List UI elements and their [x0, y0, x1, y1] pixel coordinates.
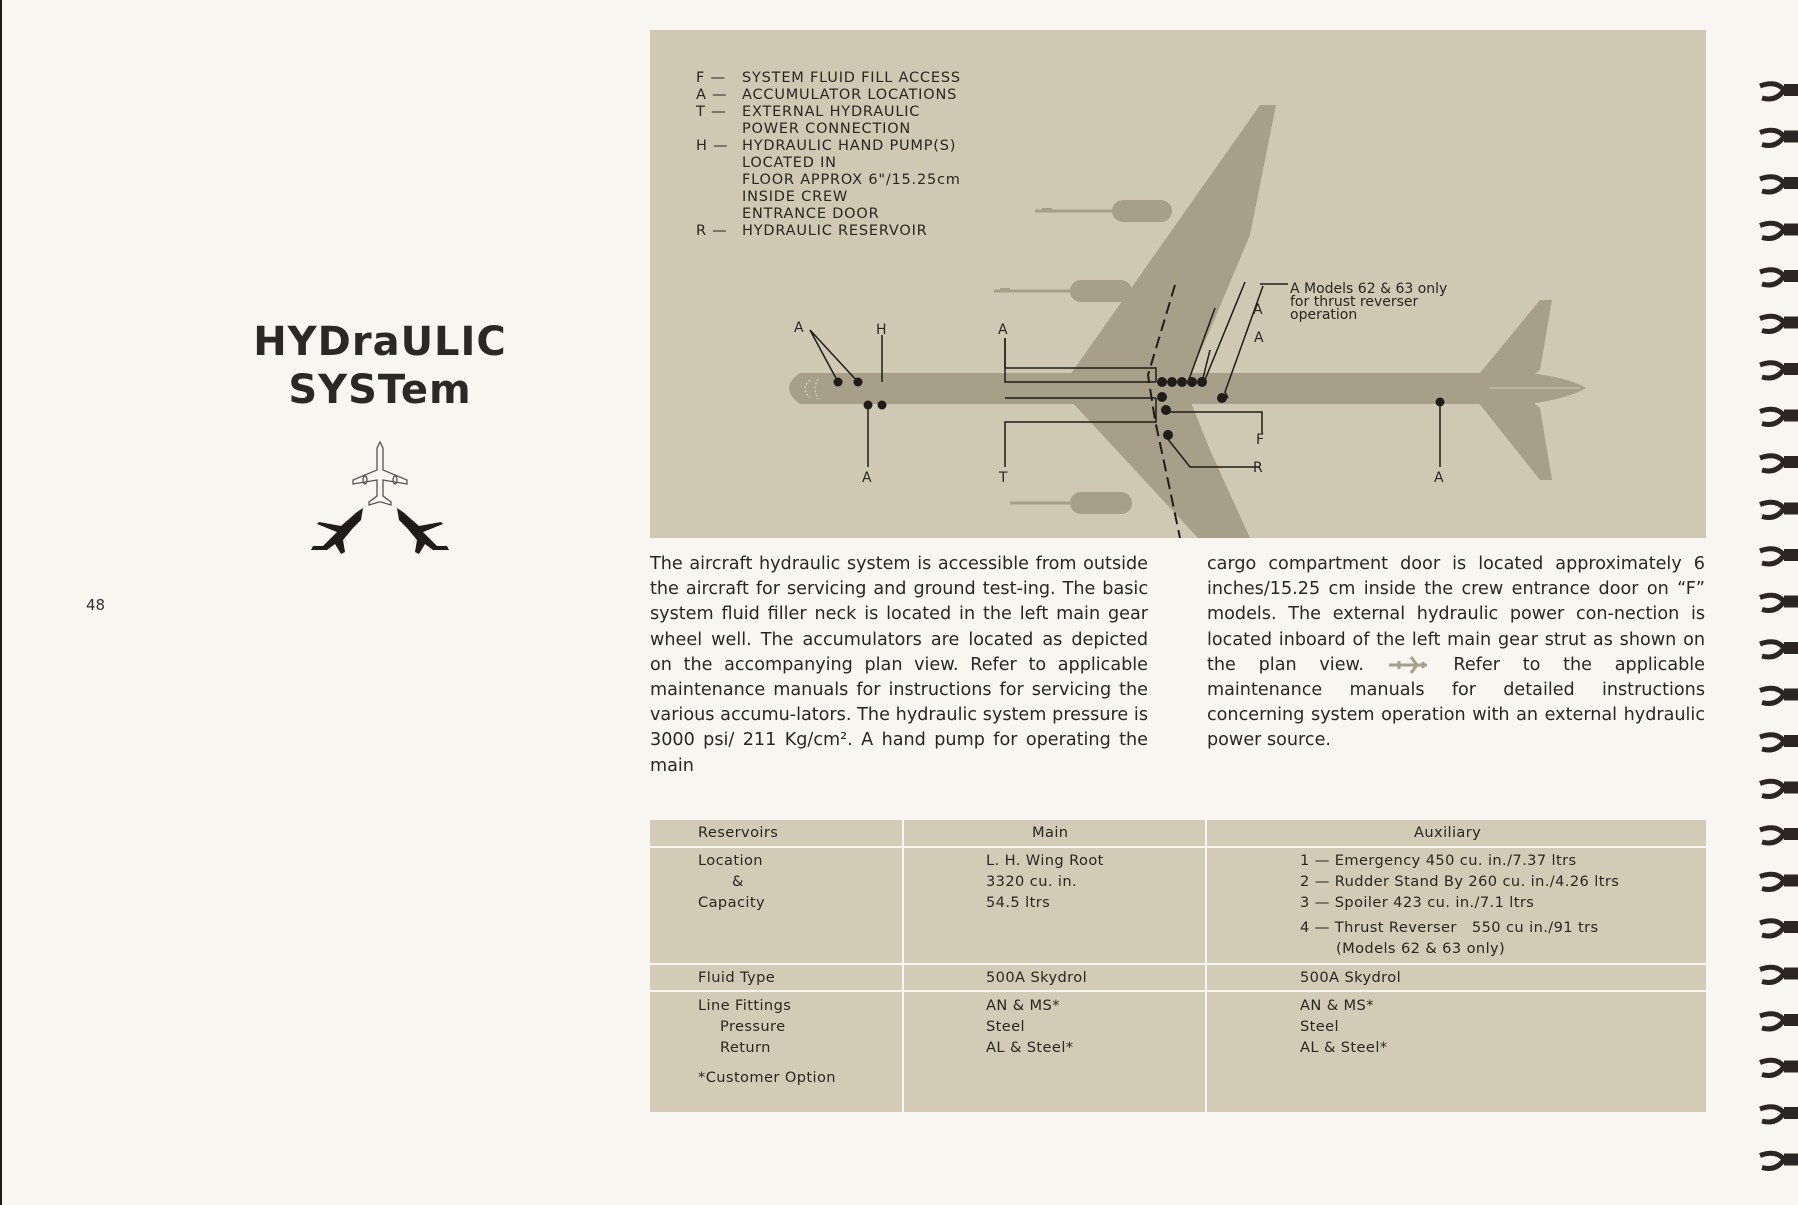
binding-loop [1760, 84, 1798, 99]
location-auxiliary [1300, 850, 1619, 959]
body-text-column-2 [1207, 552, 1705, 754]
location-label-line: & [732, 873, 744, 890]
aux-reservoir-line: 4 — Thrust Reverser 550 cu in./91 trs [1300, 919, 1599, 936]
legend-key: A — [696, 87, 728, 103]
binding-loop [1760, 921, 1798, 936]
body-text-column-1: The aircraft hydraulic system is accessible from outside the aircraft for servicing and ground test-ing. The basic system fluid filler neck is located in the left main gear wheel well. The accumulators are located as depicted on the accompanying plan view. Refer to applicable maintenance manuals for instructions for servicing the various accumu-lators. The hydraulic system pressure is 3000 psi/ 211 Kg/cm². A hand pump for operating the main [650, 554, 1148, 776]
section-title-line-2: SYSTem [288, 367, 472, 413]
body-text-col2-part1: cargo compartment door is located approximately 6 inches/15.25 cm inside the crew entrance door on “F” models. The external hydraulic power con-nection is located inboard of the left main gear strut as shown on the plan view. [1207, 554, 1705, 675]
binding-loop [1760, 735, 1798, 750]
label-r: R [1253, 460, 1264, 476]
hand-pump-dot [854, 378, 863, 387]
accumulator-dot [1217, 393, 1227, 403]
line-fittings-auxiliary [1300, 995, 1387, 1058]
table-divider [650, 990, 1706, 992]
aircraft-formation-icon [305, 440, 455, 555]
page-number: 48 [86, 596, 106, 614]
table-divider [1205, 820, 1207, 1112]
binding-loop [1760, 1060, 1798, 1075]
reservoir-dot [1157, 392, 1167, 402]
location-main-line: L. H. Wing Root [986, 852, 1104, 869]
fluid-type-label: Fluid Type [698, 969, 776, 986]
legend-text: INSIDE CREW [742, 189, 849, 205]
legend-item [696, 104, 961, 138]
reservoir-dot [1163, 430, 1173, 440]
fittings-aux-line: AL & Steel* [1300, 1039, 1388, 1056]
accumulator-dot [1197, 377, 1207, 387]
binding-loop [1760, 270, 1798, 285]
binding-loop [1760, 688, 1798, 703]
fittings-main-line: Steel [986, 1018, 1025, 1035]
binding-loop [1760, 502, 1798, 517]
table-header-auxiliary: Auxiliary [1414, 824, 1482, 841]
hydraulic-plan-diagram [650, 30, 1706, 538]
label-a-right-2: A [1254, 330, 1265, 346]
legend-item [696, 70, 961, 87]
accumulator-dot [1187, 377, 1197, 387]
binding-loop [1760, 1014, 1798, 1029]
location-main-line: 54.5 ltrs [986, 894, 1051, 911]
table-divider [650, 963, 1706, 965]
binding-loop [1760, 549, 1798, 564]
legend-text: LOCATED IN [742, 155, 837, 171]
legend-item [696, 87, 961, 104]
accumulator-dot [834, 378, 843, 387]
legend-item [696, 138, 961, 223]
binding-loop [1760, 409, 1798, 424]
legend-key: F — [696, 70, 726, 86]
aux-reservoir-line: 2 — Rudder Stand By 260 cu. in./4.26 ltrs [1300, 873, 1620, 890]
legend-text: FLOOR APPROX 6"/15.25cm [742, 172, 961, 188]
binding-loop [1760, 828, 1798, 843]
fuselage [789, 373, 1586, 404]
location-label [698, 850, 765, 913]
binding-loop [1760, 874, 1798, 889]
label-h: H [876, 322, 888, 338]
label-t: T [999, 470, 1009, 486]
legend-key: H — [696, 138, 729, 154]
hand-pump-dot [878, 401, 887, 410]
note-line: operation [1290, 307, 1358, 323]
location-main-line: 3320 cu. in. [986, 873, 1078, 890]
spiral-binding [1754, 0, 1798, 1205]
aux-reservoir-line: 3 — Spoiler 423 cu. in./7.1 ltrs [1300, 894, 1535, 911]
dark-aircraft-right-icon [397, 508, 449, 554]
outline-aircraft-icon [353, 442, 407, 505]
accumulator-dot [1167, 377, 1177, 387]
section-title [230, 318, 530, 414]
location-main [986, 850, 1104, 913]
legend-text: ENTRANCE DOOR [742, 206, 880, 222]
label-f: F [1256, 432, 1265, 448]
body-text-col2-part2: Refer to the applicable maintenance manuals for detailed instructions concerning system operation with an external hydraulic power source. [1207, 654, 1705, 751]
fluid-type-main: 500A Skydrol [986, 969, 1088, 986]
binding-loop [1760, 1107, 1798, 1122]
note-line: A Models 62 & 63 only [1290, 281, 1448, 297]
table-header-main: Main [1032, 824, 1069, 841]
aux-reservoir-line: 1 — Emergency 450 cu. in./7.37 ltrs [1300, 852, 1577, 869]
binding-loop [1760, 316, 1798, 331]
binding-loop [1760, 456, 1798, 471]
customer-option-footnote: *Customer Option [698, 1069, 836, 1086]
legend-text: HYDRAULIC RESERVOIR [742, 223, 928, 239]
location-label-line: Location [698, 852, 763, 869]
binding-loop [1760, 1153, 1798, 1168]
section-title-line-1: HYDraULIC [253, 319, 507, 365]
table-divider [650, 846, 1706, 848]
fittings-label-line: Pressure [720, 1018, 786, 1035]
fittings-main-line: AN & MS* [986, 997, 1060, 1014]
label-a-right-1: A [1253, 302, 1264, 318]
accumulator-dot [1177, 377, 1187, 387]
line-fittings-main [986, 995, 1073, 1058]
table-divider [902, 820, 904, 1112]
accumulator-dot [1157, 377, 1167, 387]
line-fittings-label [698, 995, 791, 1058]
fittings-label-line: Line Fittings [698, 997, 792, 1014]
reservoir-spec-table [650, 820, 1706, 1112]
legend-text: POWER CONNECTION [742, 121, 912, 137]
binding-loop [1760, 595, 1798, 610]
legend-item [696, 223, 961, 240]
binding-loop [1760, 781, 1798, 796]
label-a-nose: A [794, 320, 805, 336]
label-a-nose-bottom: A [862, 470, 873, 486]
legend-text: SYSTEM FLUID FILL ACCESS [742, 70, 961, 86]
legend-key: T — [696, 104, 727, 120]
table-header-reservoirs: Reservoirs [698, 824, 779, 841]
legend-key: R — [696, 223, 728, 239]
fill-access-dot [1161, 405, 1171, 415]
aircraft-symbol-icon [1387, 655, 1431, 675]
lower-stabilizer [1470, 392, 1552, 480]
location-label-line: Capacity [698, 894, 765, 911]
legend-text: ACCUMULATOR LOCATIONS [742, 87, 958, 103]
fittings-aux-line: Steel [1300, 1018, 1339, 1035]
binding-loop [1760, 223, 1798, 238]
fittings-aux-line: AN & MS* [1300, 997, 1374, 1014]
binding-loop [1760, 363, 1798, 378]
fittings-label-line: Return [720, 1039, 771, 1056]
binding-loop [1760, 642, 1798, 657]
dark-aircraft-left-icon [311, 508, 363, 554]
legend-text: EXTERNAL HYDRAULIC [742, 104, 921, 120]
label-a-wing: A [998, 322, 1009, 338]
fluid-type-auxiliary: 500A Skydrol [1300, 969, 1402, 986]
binding-loop [1760, 967, 1798, 982]
label-a-tail: A [1434, 470, 1445, 486]
fittings-main-line: AL & Steel* [986, 1039, 1074, 1056]
accumulator-dot [864, 401, 873, 410]
lower-wing [1070, 400, 1250, 538]
aux-reservoir-line: (Models 62 & 63 only) [1336, 940, 1506, 957]
legend-text: HYDRAULIC HAND PUMP(S) [742, 138, 957, 154]
diagram-legend [696, 70, 961, 240]
binding-loop [1760, 177, 1798, 192]
thrust-reverser-note [1290, 283, 1530, 322]
binding-loop [1760, 130, 1798, 145]
note-line: for thrust reverser [1290, 294, 1419, 310]
tail-accumulator-dot [1436, 398, 1445, 407]
